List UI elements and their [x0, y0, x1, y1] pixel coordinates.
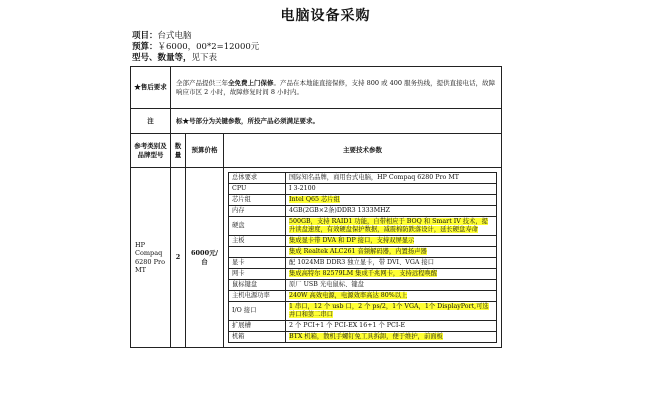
header-qty: 数量 — [171, 134, 186, 168]
spec-value-highlight: Intel Q65 芯片组 — [289, 196, 340, 203]
project-value: 台式电脑 — [157, 31, 192, 41]
spec-label: 显卡 — [229, 258, 286, 269]
spec-body — [229, 173, 497, 343]
spec-row — [229, 173, 497, 184]
project-line — [132, 31, 192, 42]
spec-value-highlight: 集成 Realtek ALC261 音频解码器，内置扬声器 — [289, 248, 427, 255]
spec-label: 网卡 — [229, 269, 286, 280]
header-price: 预算价格 — [186, 134, 224, 168]
spec-row — [229, 321, 497, 332]
spec-value-highlight: 1 串口，12 个 usb 口，2 个 ps/2，1个 VGA，1个 DisplayPort,可选并口和第二串口 — [289, 303, 489, 318]
spec-row — [229, 195, 497, 206]
spec-row — [229, 280, 497, 291]
budget-value: ￥6000，00*2=12000元 — [157, 42, 260, 52]
spec-label: 硬盘 — [229, 217, 286, 236]
spec-value — [286, 217, 497, 236]
spec-value: I 3-2100 — [286, 184, 497, 195]
spec-row — [229, 236, 497, 247]
spec-value: 2 个 PCI+1 个 PCI-EX 16+1 个 PCI-E — [286, 321, 497, 332]
item-qty: 2 — [171, 168, 186, 348]
model-line — [132, 53, 217, 64]
spec-label: 内存 — [229, 206, 286, 217]
spec-label: 机箱 — [229, 332, 286, 343]
service-text-bold: 全免费上门保修 — [228, 79, 274, 87]
project-label: 项目： — [132, 31, 158, 41]
item-row — [131, 168, 502, 348]
spec-label: CPU — [229, 184, 286, 195]
spec-value — [286, 195, 497, 206]
spec-label: 主机电源功率 — [229, 291, 286, 302]
spec-label: I/O 接口 — [229, 302, 286, 321]
service-text-suffix: 。产品在本地能直接保修，支持 800 或 400 服务热线，提供直接电话，故障响应市区 2 小时，故障修复时间 8 小时内。 — [176, 79, 496, 96]
budget-line — [132, 42, 259, 53]
spec-value-highlight: BTX 机箱，散机手螺钉免工具拆卸，便于维护，前面板 — [289, 333, 443, 340]
spec-row — [229, 269, 497, 280]
spec-label: 主板 — [229, 236, 286, 247]
spec-row — [229, 217, 497, 236]
spec-row — [229, 258, 497, 269]
note-row — [131, 109, 502, 134]
header-specs: 主要技术参数 — [224, 134, 502, 168]
model-value: 见下表 — [191, 53, 218, 63]
item-price: 6000元/台 — [186, 168, 224, 348]
spec-row — [229, 247, 497, 258]
note-label: 注 — [131, 109, 171, 134]
spec-value-highlight: 500GB，支持 RAID1 功能，自带相应于 BOQ 和 Smart IV 技术，提升读盘速度，有效硬盘保护数据，减震棉防跌落设计，延长硬盘寿命 — [289, 218, 488, 233]
spec-row — [229, 206, 497, 217]
service-text-prefix: 全部产品提供三年 — [176, 79, 228, 87]
spec-label: 扩展槽 — [229, 321, 286, 332]
spec-label — [229, 247, 286, 258]
spec-label: 鼠标键盘 — [229, 280, 286, 291]
spec-value: 国际知名品牌，商用台式电脑，HP Compaq 6280 Pro MT — [286, 173, 497, 184]
spec-value — [286, 236, 497, 247]
spec-table — [228, 172, 497, 343]
note-text: 标★号部分为关键参数，所投产品必须满足要求。 — [171, 109, 502, 134]
spec-label: 芯片组 — [229, 195, 286, 206]
spec-row — [229, 332, 497, 343]
spec-row — [229, 302, 497, 321]
procurement-table — [130, 66, 502, 348]
spec-value-highlight: 集成高特尔 82579LM 集成千兆网卡，支持远程唤醒 — [289, 270, 438, 277]
item-name: HP Compaq 6280 Pro MT — [131, 168, 171, 348]
spec-cell — [224, 168, 502, 348]
spec-row — [229, 184, 497, 195]
header-row — [131, 134, 502, 168]
spec-value-highlight: 240W 高效电源，电源效率高达 80%以上 — [289, 292, 408, 299]
spec-value: 原厂 USB 光电鼠标、键盘 — [286, 280, 497, 291]
model-label: 型号、数量等， — [132, 53, 192, 63]
spec-value — [286, 291, 497, 302]
service-text — [171, 67, 502, 109]
service-label: ★售后要求 — [131, 67, 171, 109]
page-title: 电脑设备采购 — [280, 8, 371, 24]
spec-value — [286, 269, 497, 280]
spec-value — [286, 302, 497, 321]
budget-label: 预算： — [132, 42, 158, 52]
service-row — [131, 67, 502, 109]
spec-label: 总体要求 — [229, 173, 286, 184]
spec-value — [286, 247, 497, 258]
spec-value-highlight: 集成显卡带 DVA 和 DP 接口，支持双屏显示 — [289, 237, 415, 244]
spec-value: 配 1024MB DDR3 独立显卡，带 DVI、VGA 接口 — [286, 258, 497, 269]
header-category: 参考类别及品牌型号 — [131, 134, 171, 168]
spec-value: 4GB(2GB×2条)DDR3 1333MHZ — [286, 206, 497, 217]
spec-row — [229, 291, 497, 302]
spec-value — [286, 332, 497, 343]
